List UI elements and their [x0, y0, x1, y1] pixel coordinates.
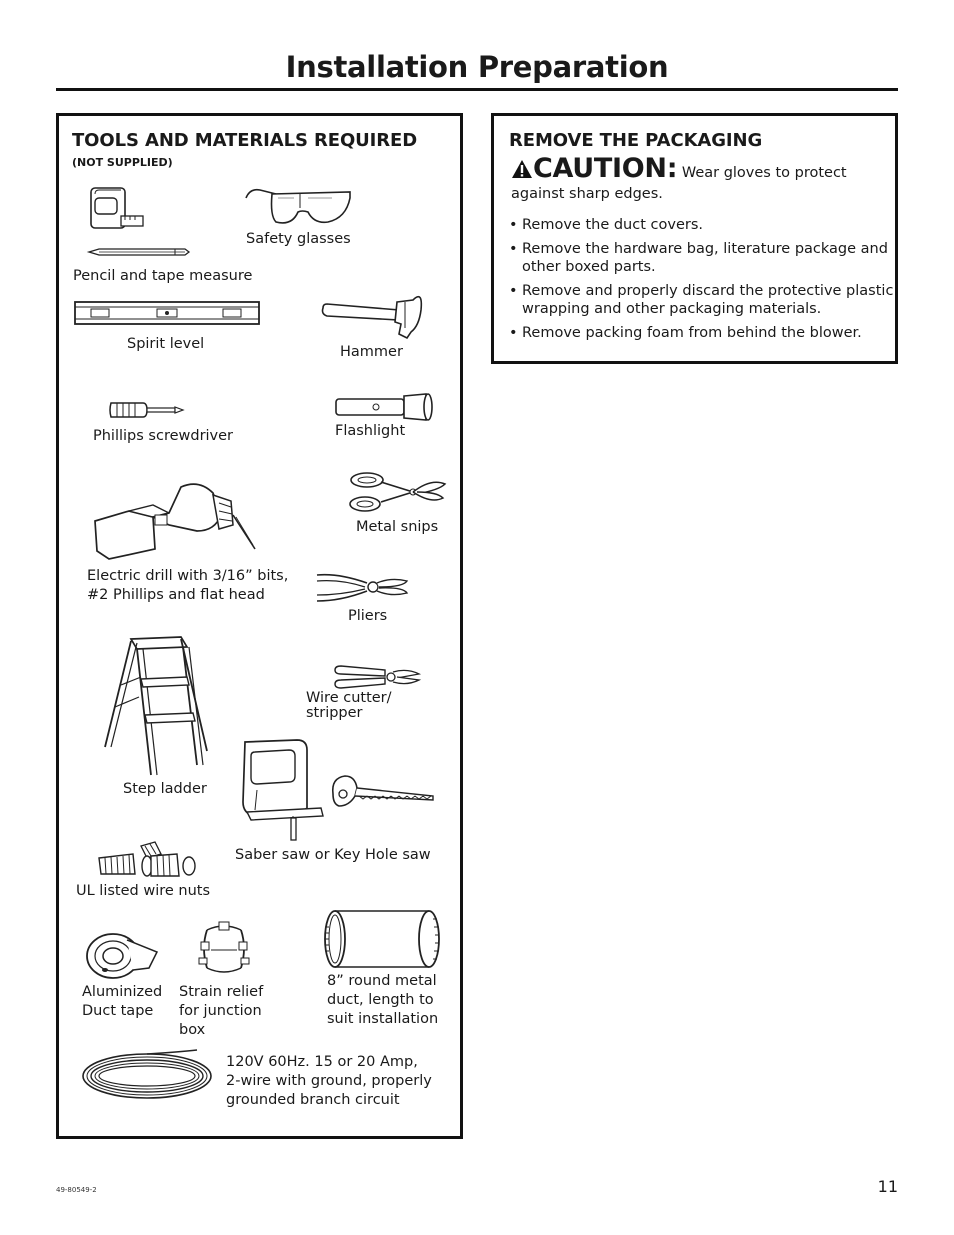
remove-packaging-box: [491, 113, 898, 364]
label-pencil-tape: Pencil and tape measure: [73, 268, 253, 284]
wire-nuts-icon: [95, 840, 199, 880]
metal-snips-icon: [347, 468, 447, 516]
label-metal-snips: Metal snips: [356, 519, 439, 535]
list-item: • Remove packing foam from behind the blower.: [509, 324, 899, 342]
label-duct-line1: 8” round metal: [327, 973, 437, 989]
list-item: • Remove the hardware bag, literature package and other boxed parts.: [509, 240, 899, 276]
title-rule: [56, 88, 898, 91]
label-strain-relief-line1: Strain relief: [179, 984, 264, 1000]
label-step-ladder: Step ladder: [123, 781, 207, 797]
electric-drill-icon: [89, 479, 259, 565]
tools-subheading: (NOT SUPPLIED): [72, 156, 173, 169]
label-drill-line2: #2 Phillips and flat head: [87, 587, 265, 603]
label-duct-line2: duct, length to: [327, 992, 434, 1008]
label-safety-glasses: Safety glasses: [246, 231, 351, 247]
keyhole-saw-icon: [329, 772, 437, 812]
label-pliers: Pliers: [348, 608, 388, 624]
wire-cutter-icon: [331, 664, 423, 690]
pliers-icon: [315, 571, 411, 605]
screwdriver-icon: [107, 399, 187, 421]
duct-tape-icon: [83, 930, 163, 982]
strain-relief-icon: [191, 920, 257, 978]
tools-heading: TOOLS AND MATERIALS REQUIRED: [72, 130, 418, 151]
step-ladder-icon: [101, 635, 215, 780]
label-hammer: Hammer: [340, 344, 403, 360]
page-title: Installation Preparation: [285, 50, 669, 84]
saber-saw-icon: [237, 738, 329, 844]
tape-measure-icon: [85, 186, 195, 261]
caution-label: CAUTION:: [533, 153, 678, 184]
label-strain-relief-line2: for junction: [179, 1003, 262, 1019]
label-circuit-line1: 120V 60Hz. 15 or 20 Amp,: [226, 1054, 418, 1070]
label-duct-line3: suit installation: [327, 1011, 439, 1027]
spirit-level-icon: [73, 298, 261, 330]
document-number: 49-80549-2: [56, 1186, 97, 1194]
safety-glasses-icon: [242, 184, 354, 232]
page-number: 11: [877, 1177, 898, 1196]
remove-heading: REMOVE THE PACKAGING: [509, 130, 763, 151]
label-wire-cutter-line2: stripper: [306, 705, 363, 721]
label-spirit-level: Spirit level: [127, 336, 205, 352]
list-item: • Remove and properly discard the protective plastic wrapping and other packaging materials.: [509, 282, 899, 318]
label-wire-cutter-line1: Wire cutter/: [306, 690, 392, 706]
label-flashlight: Flashlight: [335, 423, 406, 439]
tools-box: [56, 113, 463, 1139]
list-item: • Remove the duct covers.: [509, 216, 899, 234]
round-duct-icon: [321, 907, 441, 971]
hammer-icon: [319, 288, 427, 344]
label-screwdriver: Phillips screwdriver: [93, 428, 234, 444]
flashlight-icon: [332, 390, 436, 424]
label-strain-relief-line3: box: [179, 1022, 206, 1038]
label-saw: Saber saw or Key Hole saw: [235, 847, 431, 863]
caution-text: Wear gloves to protect against sharp edges.: [511, 165, 847, 202]
caution-statement: [511, 153, 896, 204]
label-circuit-line3: grounded branch circuit: [226, 1092, 400, 1108]
label-drill-line1: Electric drill with 3/16” bits,: [87, 568, 289, 584]
wire-coil-icon: [79, 1048, 219, 1104]
label-duct-tape-line2: Duct tape: [82, 1003, 154, 1019]
label-duct-tape-line1: Aluminized: [82, 984, 163, 1000]
label-circuit-line2: 2-wire with ground, properly: [226, 1073, 432, 1089]
remove-steps-list: [509, 216, 899, 348]
label-wire-nuts: UL listed wire nuts: [76, 883, 211, 899]
warning-triangle-icon: [511, 159, 533, 185]
